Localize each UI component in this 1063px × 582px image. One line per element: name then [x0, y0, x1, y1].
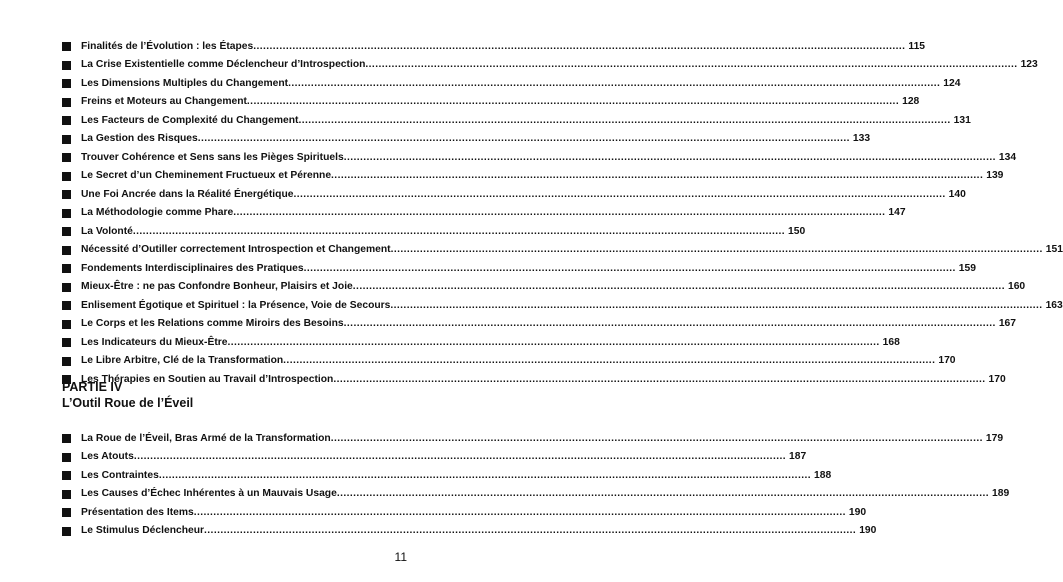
toc-entry-title: Les Atouts: [81, 451, 134, 463]
dot-leader: [159, 470, 811, 481]
toc-entry-title: La Volonté: [81, 225, 133, 237]
square-bullet-icon: [62, 172, 71, 181]
toc-entry[interactable]: [62, 333, 900, 352]
toc-entry-page: 150: [788, 225, 806, 237]
toc-entry-page: 139: [986, 170, 1004, 182]
toc-entry-line: [81, 281, 1025, 292]
dot-leader: [194, 507, 846, 518]
toc-entry[interactable]: [62, 111, 971, 130]
square-bullet-icon: [62, 116, 71, 125]
dot-leader: [288, 78, 940, 89]
dot-leader: [304, 263, 956, 274]
dot-leader: [353, 281, 1005, 292]
dot-leader: [333, 374, 985, 385]
dot-leader: [293, 189, 945, 200]
toc-entry[interactable]: [62, 315, 1017, 334]
toc-entry-line: [81, 41, 925, 52]
toc-entry-line: [81, 525, 876, 536]
toc-entry-title: La Méthodologie comme Phare: [81, 207, 234, 219]
toc-entry-title: La Roue de l’Éveil, Bras Armé de la Transformation: [81, 432, 331, 444]
square-bullet-icon: [62, 190, 71, 199]
square-bullet-icon: [62, 283, 71, 292]
square-bullet-icon: [62, 301, 71, 310]
toc-entry[interactable]: [62, 37, 926, 56]
square-bullet-icon: [62, 61, 71, 70]
dot-leader: [331, 170, 983, 181]
dot-leader: [253, 41, 905, 52]
square-bullet-icon: [62, 490, 71, 499]
toc-entry-line: [81, 318, 1016, 329]
toc-entry-title: Enlisement Égotique et Spirituel : la Présence, Voie de Secours: [81, 299, 391, 311]
dot-leader: [391, 244, 1043, 255]
toc-entry[interactable]: [62, 429, 1004, 448]
toc-entry[interactable]: [62, 222, 806, 241]
toc-entry-page: 147: [888, 207, 906, 219]
toc-entry-line: [81, 337, 900, 348]
toc-entry[interactable]: [62, 148, 1017, 167]
square-bullet-icon: [62, 42, 71, 51]
part-label: PARTIE IV: [62, 380, 123, 394]
toc-entry-title: Freins et Moteurs au Changement: [81, 96, 247, 108]
toc-entry-title: Finalités de l’Évolution : les Étapes: [81, 40, 254, 52]
toc-entry-title: Le Libre Arbitre, Clé de la Transformation: [81, 355, 284, 367]
toc-entry-page: 163: [1045, 299, 1063, 311]
toc-entry-line: [81, 207, 906, 218]
toc-entry[interactable]: [62, 130, 871, 149]
toc-entry-title: Les Thérapies en Soutien au Travail d’Introspection: [81, 373, 334, 385]
square-bullet-icon: [62, 320, 71, 329]
toc-entry-page: 179: [985, 432, 1004, 444]
toc-entry-title: Le Secret d’un Cheminement Fructueux et Pérenne: [81, 170, 332, 182]
toc-entry-page: 170: [938, 355, 956, 367]
toc-entry-page: 168: [882, 336, 900, 348]
square-bullet-icon: [62, 338, 71, 347]
square-bullet-icon: [62, 357, 71, 366]
dot-leader: [133, 226, 785, 237]
square-bullet-icon: [62, 527, 71, 536]
toc-entry-title: Une Foi Ancrée dans la Réalité Énergétique: [81, 188, 294, 200]
toc-entry-title: Fondements Interdisciplinaires des Pratiques: [81, 262, 304, 274]
toc-entry[interactable]: [62, 522, 877, 541]
toc-entry-line: [81, 152, 1016, 163]
square-bullet-icon: [62, 227, 71, 236]
dot-leader: [337, 488, 989, 499]
toc-entry-line: [81, 244, 1063, 255]
dot-leader: [204, 525, 856, 536]
toc-entry-line: [81, 488, 1009, 499]
dot-leader: [331, 433, 983, 444]
toc-entry-line: [81, 59, 1038, 70]
toc-entry-page: 133: [852, 133, 871, 145]
toc-entry-page: 115: [908, 40, 926, 52]
toc-entry-page: 159: [958, 262, 976, 274]
toc-entry[interactable]: [62, 485, 1010, 504]
toc-entry-line: [81, 170, 1003, 181]
toc-entry-page: 124: [943, 77, 961, 89]
toc-entry-title: La Crise Existentielle comme Déclencheur d’Introspection: [81, 59, 366, 71]
toc-entry-page: 134: [998, 151, 1017, 163]
toc-entry-title: Les Facteurs de Complexité du Changement: [81, 114, 299, 126]
toc-entry[interactable]: [62, 352, 956, 371]
dot-leader: [344, 152, 996, 163]
toc-entry-title: Mieux-Être : ne pas Confondre Bonheur, Plaisirs et Joie: [81, 281, 353, 293]
toc-entry-title: Les Dimensions Multiples du Changement: [81, 77, 289, 89]
toc-entry-title: Le Corps et les Relations comme Miroirs des Besoins: [81, 318, 344, 330]
dot-leader: [344, 318, 996, 329]
toc-entry-page: 131: [953, 114, 971, 126]
toc-entry[interactable]: [62, 56, 1038, 75]
toc-entry[interactable]: [62, 241, 1063, 260]
toc-entry-line: [81, 355, 956, 366]
toc-entry-page: 140: [948, 188, 966, 200]
toc-entry-page: 128: [902, 96, 920, 108]
part-heading: [62, 379, 193, 411]
toc-entry-line: [81, 263, 976, 274]
toc-entry-line: [81, 226, 805, 237]
dot-leader: [134, 451, 786, 462]
toc-entry-page: 123: [1020, 59, 1038, 71]
toc-entry-line: [81, 300, 1063, 311]
square-bullet-icon: [62, 153, 71, 162]
dot-leader: [247, 96, 899, 107]
dot-leader: [298, 115, 950, 126]
square-bullet-icon: [62, 79, 71, 88]
toc-entry[interactable]: [62, 74, 961, 93]
toc-entry-title: Les Causes d’Échec Inhérentes à un Mauvais Usage: [81, 488, 337, 500]
toc-entry-line: [81, 189, 966, 200]
page-number: 11: [394, 550, 407, 564]
toc-entry[interactable]: [62, 296, 1063, 315]
toc-entry-page: 151: [1045, 244, 1063, 256]
square-bullet-icon: [62, 135, 71, 144]
toc-entry-line: [81, 133, 870, 144]
toc-entry-page: 187: [789, 451, 807, 463]
toc-entry[interactable]: [62, 448, 807, 467]
toc-entry-line: [81, 470, 831, 481]
toc-entry-line: [81, 96, 919, 107]
toc-entry-page: 188: [814, 469, 832, 481]
toc-entry-title: La Gestion des Risques: [81, 133, 198, 145]
dot-leader: [233, 207, 885, 218]
toc-entry-page: 167: [998, 318, 1017, 330]
toc-entry-title: Les Indicateurs du Mieux-Être: [81, 336, 228, 348]
toc-entry-title: Trouver Cohérence et Sens sans les Pièges Spirituels: [81, 151, 344, 163]
square-bullet-icon: [62, 98, 71, 107]
toc-entry[interactable]: [62, 278, 1026, 297]
toc-entry-line: [81, 78, 960, 89]
dot-leader: [283, 355, 935, 366]
square-bullet-icon: [62, 453, 71, 462]
toc-entry[interactable]: [62, 466, 832, 485]
square-bullet-icon: [62, 264, 71, 273]
toc-list-part-iv: [62, 429, 1010, 540]
toc-entry-line: [81, 433, 1003, 444]
square-bullet-icon: [62, 471, 71, 480]
square-bullet-icon: [62, 434, 71, 443]
toc-entry-line: [81, 507, 866, 518]
toc-entry-line: [81, 115, 971, 126]
toc-entry[interactable]: [62, 93, 920, 112]
square-bullet-icon: [62, 508, 71, 517]
dot-leader: [198, 133, 850, 144]
toc-entry-line: [81, 451, 806, 462]
dot-leader: [390, 300, 1042, 311]
toc-entry-page: 160: [1007, 281, 1026, 293]
toc-entry-page: 189: [991, 488, 1010, 500]
dot-leader: [227, 337, 879, 348]
toc-entry-title: Le Stimulus Déclencheur: [81, 525, 205, 537]
toc-entry-page: 190: [859, 525, 877, 537]
toc-entry-title: Les Contraintes: [81, 469, 159, 481]
toc-list: [62, 37, 1063, 389]
toc-entry[interactable]: [62, 167, 1004, 186]
part-title: L’Outil Roue de l’Éveil: [62, 396, 194, 410]
toc-entry-page: 190: [848, 506, 867, 518]
square-bullet-icon: [62, 209, 71, 218]
toc-entry-title: Nécessité d’Outiller correctement Introspection et Changement: [81, 244, 391, 256]
dot-leader: [365, 59, 1017, 70]
toc-entry[interactable]: [62, 259, 976, 278]
toc-entry[interactable]: [62, 185, 966, 204]
square-bullet-icon: [62, 246, 71, 255]
toc-entry-line: [81, 374, 1006, 385]
toc-entry[interactable]: [62, 503, 867, 522]
toc-entry-page: 170: [988, 373, 1006, 385]
toc-entry[interactable]: [62, 204, 906, 223]
toc-entry-title: Présentation des Items: [81, 506, 194, 518]
